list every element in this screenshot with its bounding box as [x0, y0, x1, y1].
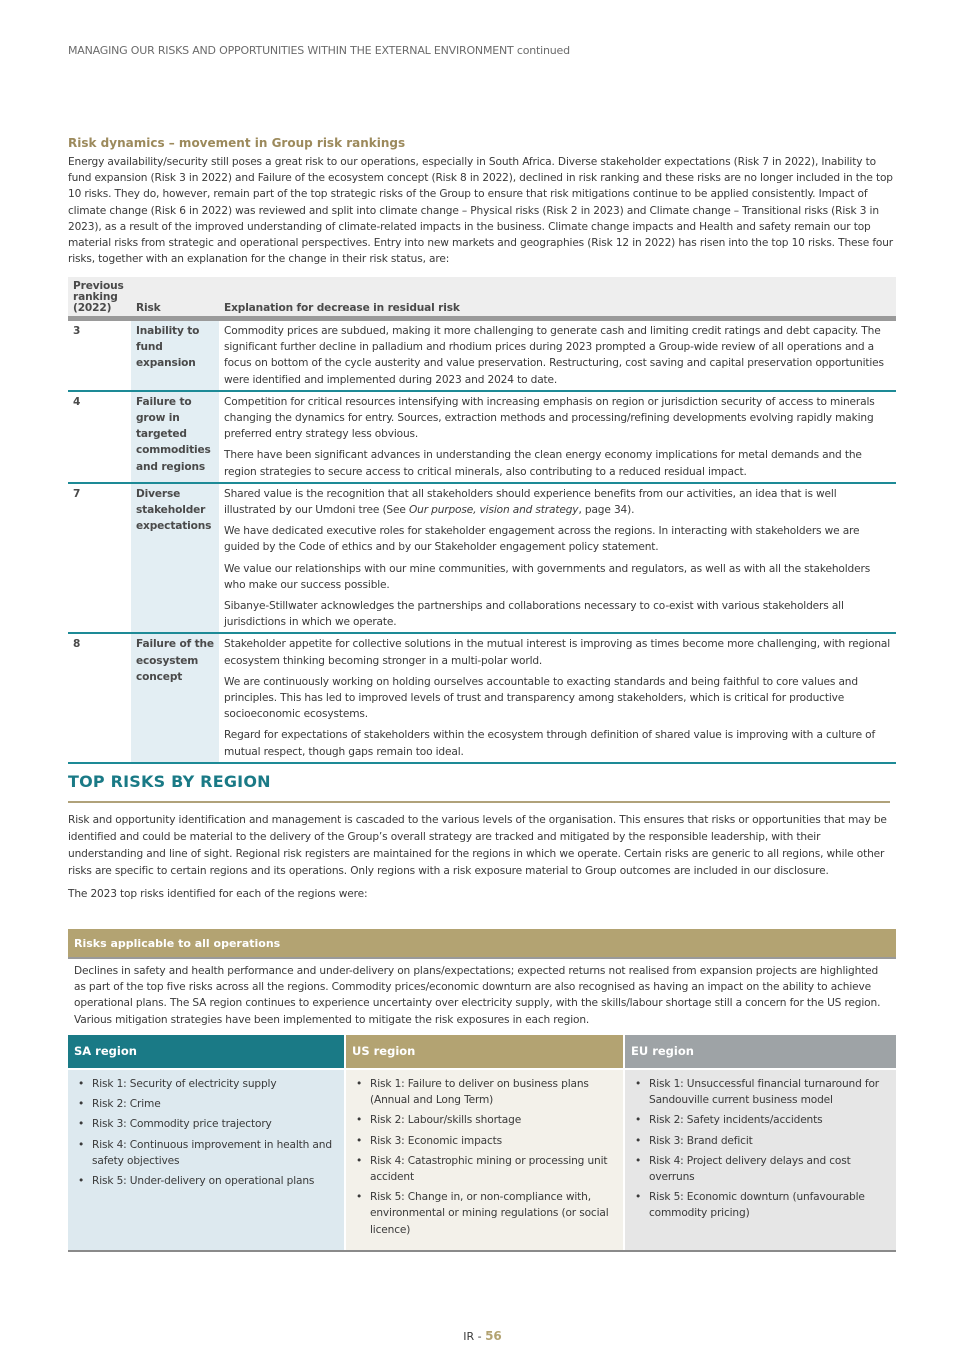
page-number: 56 [485, 1329, 502, 1343]
list-item: • Risk 5: Under-delivery on operational plans [74, 1173, 336, 1189]
list-item: • Risk 4: Catastrophic mining or processing unit accident [352, 1153, 615, 1185]
list-item: • Risk 3: Brand deficit [631, 1133, 888, 1149]
list-item: • Risk 2: Crime [74, 1096, 336, 1112]
list-item: • Risk 4: Project delivery delays and cost overruns [631, 1153, 888, 1185]
list-item: • Risk 1: Failure to deliver on business plans (Annual and Long Term) [352, 1076, 615, 1108]
page-footer [0, 1329, 965, 1343]
top-risks-para: The 2023 top risks identified for each of the regions were: [68, 888, 368, 900]
col-risk: Risk [131, 277, 219, 319]
region-us [346, 1035, 623, 1250]
region-body [68, 1070, 344, 1250]
explanation-para: Regard for expectations of stakeholders within the ecosystem through definition of shared value is improving with a culture of mutual respect, though gaps remain too ideal. [224, 729, 876, 758]
risk-list [352, 1076, 615, 1238]
explanation-para: Competition for critical resources intensifying with increasing emphasis on region or jurisdiction security of access to minerals changing the dynamics for entry. Sources, extraction methods and processing/refining developments evolving rapidly making preferred entry strategy less obvious. [224, 395, 875, 441]
col-explanation: Explanation for decrease in residual risk [219, 277, 896, 319]
risk-list [74, 1076, 336, 1189]
explanation-para: Commodity prices are subdued, making it more challenging to generate cash and limiting credit ratings and debt capacity. The significant further decline in palladium and rhodium prices during 2023 prompted a Group-wide review of all operations and a focus on bottom of the cycle austerity and value preservation. Restructuring, cost saving and capital preservation opportunities were identified and implemented during 2023 and 2024 to date. [224, 325, 884, 386]
region-header: EU region [625, 1035, 896, 1068]
top-risks-title: TOP RISKS BY REGION [68, 772, 271, 791]
col-previous-ranking: Previous ranking (2022) [68, 277, 131, 319]
running-head: MANAGING OUR RISKS AND OPPORTUNITIES WITHIN THE EXTERNAL ENVIRONMENT continued [68, 44, 570, 57]
risk-dynamics-title: Risk dynamics – movement in Group risk rankings [68, 136, 406, 150]
region-sa [68, 1035, 344, 1250]
explanation-para: We have dedicated executive roles for stakeholder engagement across the regions. In interacting with stakeholders we are guided by the Code of ethics and by our Stakeholder engagement policy statement. [224, 525, 860, 554]
regions-table [68, 1035, 896, 1252]
rank-cell: 7 [68, 483, 131, 634]
region-eu [625, 1035, 896, 1250]
section-divider [68, 801, 890, 803]
table-row [68, 391, 896, 483]
cross-reference: Our purpose, vision and strategy [408, 504, 579, 517]
all-operations-body: Declines in safety and health performance and under-delivery on plans/expectations; expected returns not realised from expansion projects are highlighted as part of the top five risks across all the regions. Commodity prices/economic downturn are also recognised as having an impact on the ability to achieve operational plans. The SA region continues to experience uncertainty over electricity supply, with the skills/labour shortage still a concern for the US region. Various mitigation strategies have been implemented to mitigate the risk exposures in each region. [74, 965, 881, 1026]
rank-cell: 4 [68, 391, 131, 483]
list-item: • Risk 3: Commodity price trajectory [74, 1116, 336, 1132]
risk-cell: Inability to fund expansion [131, 319, 219, 391]
region-body [625, 1070, 896, 1250]
risk-cell: Failure to grow in targeted commodities and regions [131, 391, 219, 483]
explanation-cell [219, 391, 896, 483]
top-risks-body [68, 812, 896, 909]
explanation-para: We are continuously working on holding ourselves accountable to exacting standards and being faithful to core values and principles. This has led to improved levels of trust and transparency among stakeholders, which is critical for productive socioeconomic ecosystems. [224, 675, 858, 721]
explanation-para: Sibanye-Stillwater acknowledges the partnerships and collaborations necessary to co-exist with various stakeholders all jurisdictions in which we operate. [224, 600, 844, 629]
risk-cell: Failure of the ecosystem concept [131, 633, 219, 762]
explanation-para: There have been significant advances in understanding the clean energy economy implications for metal demands and the region strategies to secure access to critical minerals, also contributing to a reduced residual impact. [224, 449, 862, 478]
list-item: • Risk 2: Safety incidents/accidents [631, 1112, 888, 1128]
explanation-para: Stakeholder appetite for collective solutions in the mutual interest is improving as times become more challenging, with regional ecosystem thinking becoming stronger in a multi-polar world. [224, 638, 891, 667]
explanation-para [224, 486, 891, 518]
all-operations-header: Risks applicable to all operations [68, 929, 896, 959]
rank-cell: 8 [68, 633, 131, 762]
region-header: US region [346, 1035, 623, 1068]
table-row [68, 319, 896, 391]
ranking-table [68, 277, 896, 764]
explanation-cell [219, 633, 896, 762]
list-item: • Risk 3: Economic impacts [352, 1133, 615, 1149]
list-item: • Risk 1: Unsuccessful financial turnaround for Sandouville current business model [631, 1076, 888, 1108]
risk-cell: Diverse stakeholder expectations [131, 483, 219, 634]
region-body [346, 1070, 623, 1250]
explanation-cell [219, 483, 896, 634]
list-item: • Risk 5: Economic downturn (unfavourable commodity pricing) [631, 1189, 888, 1221]
rank-cell: 3 [68, 319, 131, 391]
region-header: SA region [68, 1035, 344, 1068]
risk-dynamics-intro: Energy availability/security still poses a great risk to our operations, especially in South Africa. Diverse stakeholder expectations (Risk 7 in 2022), Inability to fund expansion (Risk 3 in 2022) and Failure of the ecosystem concept (Risk 8 in 2022), declined in risk ranking and these risks are no longer included in the top 10 risks. They do, however, remain part of the top strategic risks of the Group to ensure that risk mitigations continue to be applied consistently. Impact of climate change (Risk 6 in 2022) was reviewed and split into climate change – Physical risks (Risk 2 in 2023) and Climate change – Transitional risks (Risk 3 in 2023), as a result of the improved understanding of climate-related impacts in the business. Climate change impacts and Health and safety remain our top material risks from strategic and operational perspectives. Entry into new markets and geographies (Risk 12 in 2022) has risen into the top 10 risks. These four risks, together with an explanation for the change in their risk status, are: [68, 156, 894, 266]
ranking-table-header [68, 277, 896, 319]
explanation-cell [219, 319, 896, 391]
risk-list [631, 1076, 888, 1222]
cross-reference-page: , page 34). [578, 504, 635, 517]
table-row [68, 483, 896, 634]
list-item: • Risk 5: Change in, or non-compliance with, environmental or mining regulations (or social licence) [352, 1189, 615, 1238]
list-item: • Risk 4: Continuous improvement in health and safety objectives [74, 1137, 336, 1169]
explanation-text: Shared value is the recognition that all stakeholders should experience benefits from our activities, an idea that is well illustrated by our Umdoni tree (See [224, 487, 837, 517]
top-risks-para: Risk and opportunity identification and management is cascaded to the various levels of the organisation. This ensures that risks or opportunities that may be identified and could be material to the delivery of the Group’s overall strategy are tracked and mitigated by the responsible leadership, with their understanding and line of sight. Regional risk registers are maintained for the regions in which we operate. Certain risks are generic to all regions, while other risks are specific to certain regions and its operations. Only regions with a risk exposure material to Group outcomes are included in our disclosure. [68, 814, 887, 877]
explanation-para: We value our relationships with our mine communities, with governments and regulators, as well as with all the stakeholders who make our success possible. [224, 562, 871, 591]
table-row [68, 633, 896, 762]
footer-prefix: IR - [463, 1330, 486, 1343]
list-item: • Risk 1: Security of electricity supply [74, 1076, 336, 1092]
list-item: • Risk 2: Labour/skills shortage [352, 1112, 615, 1128]
